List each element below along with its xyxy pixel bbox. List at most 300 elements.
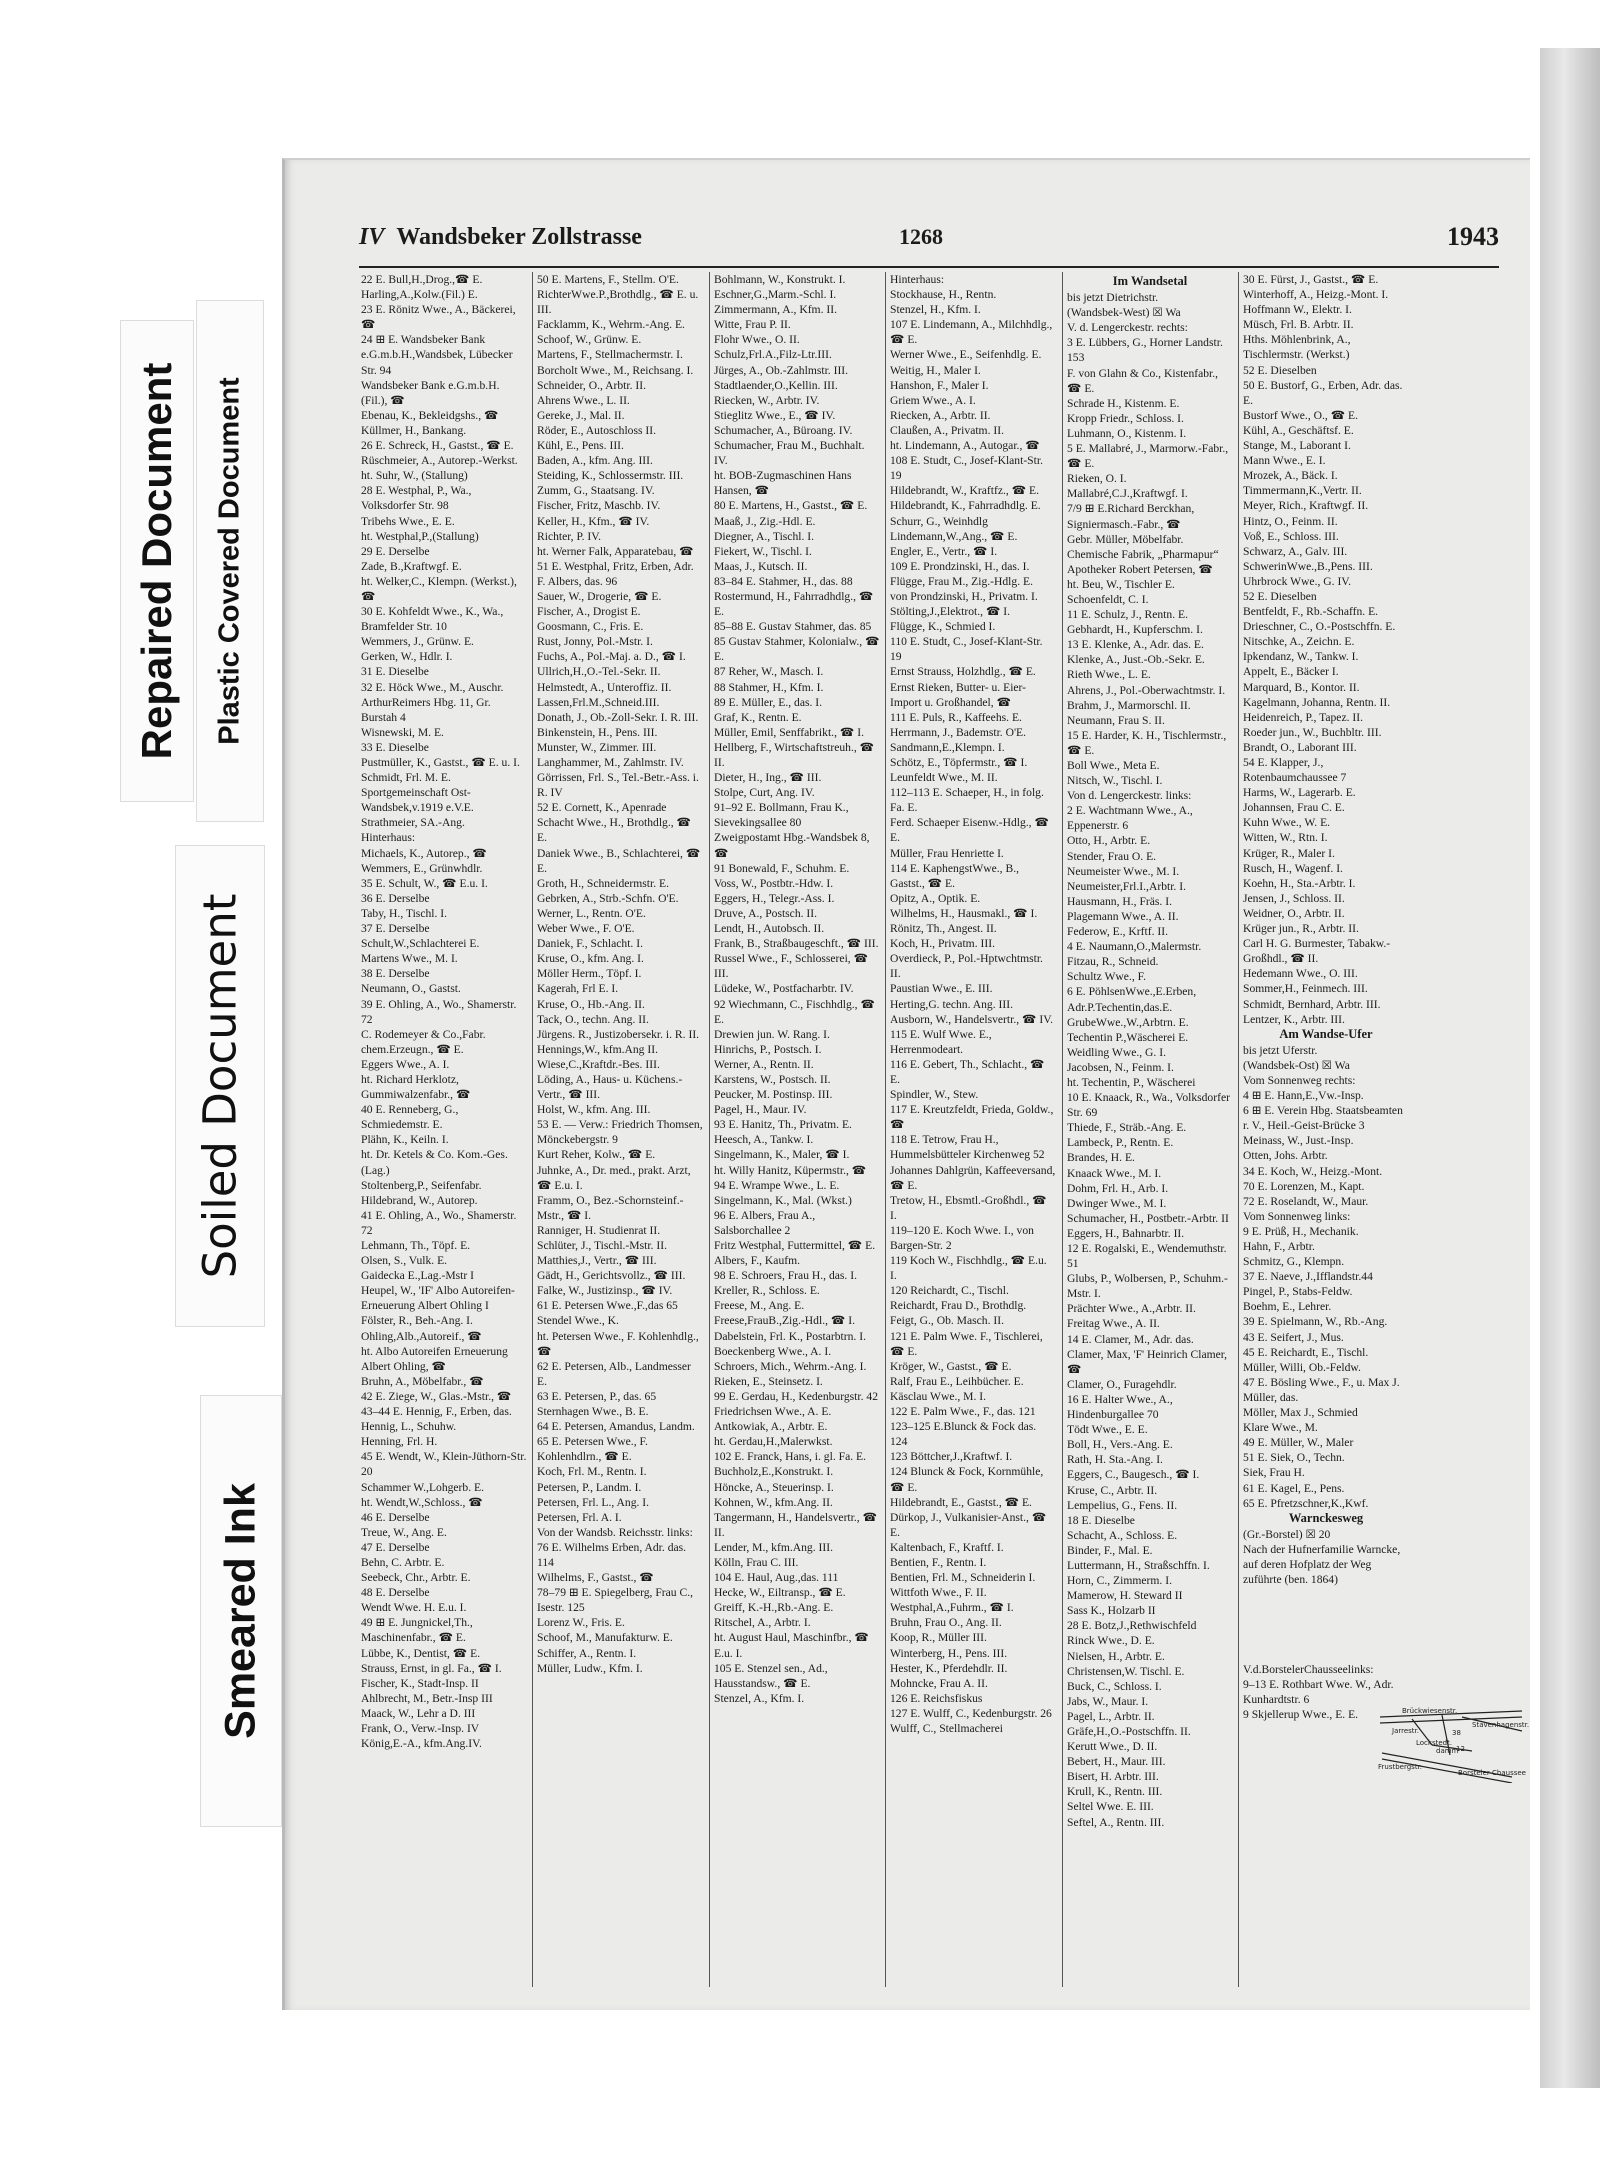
directory-entry: Heidenreich, P., Tapez. II. — [1243, 710, 1364, 724]
directory-entry: 108 E. Studt, C., Josef-Klant-Str. 19 — [890, 454, 1043, 483]
directory-entry: Uhrbrock Wwe., G. IV. — [1243, 574, 1352, 588]
directory-entry: 5 E. Mallabré, J., Marmorw.-Fabr., ☎ E. — [1067, 442, 1229, 471]
directory-entry: Reichardt, Frau D., Brothdlg. — [890, 1299, 1027, 1313]
directory-entry: Winterberg, H., Pens. III. — [890, 1646, 1008, 1660]
directory-entry: Mrozek, A., Bäck. I. — [1243, 469, 1338, 483]
directory-entry: 23 E. Rönitz Wwe., A., Bäckerei, ☎ — [361, 303, 516, 332]
directory-entry: Bentfeldt, F., Rb.-Schaffn. E. — [1243, 605, 1379, 619]
directory-entry: Dieter, H., Ing., ☎ III. — [714, 771, 822, 785]
directory-entry: ht. Techentin, P., Wäscherei — [1067, 1075, 1196, 1089]
directory-entry: Albers, F., Kaufm. — [714, 1254, 801, 1268]
directory-entry: Ahrens, J., Pol.-Oberwachtmstr. I. — [1067, 683, 1226, 697]
directory-entry: Wittfoth Wwe., F. II. — [890, 1586, 987, 1600]
directory-entry: SchwerinWwe.,B.,Pens. III. — [1243, 559, 1373, 573]
directory-entry: Boeckenberg Wwe., A. I. — [714, 1344, 832, 1358]
directory-entry: Frank, O., Verw.-Insp. IV — [361, 1722, 480, 1735]
directory-entry: Meyer, Rich., Kraftwgf. II. — [1243, 499, 1369, 513]
directory-entry: Glubs, P., Wolbersen, P., Schuhm.-Mstr. I. — [1067, 1272, 1228, 1301]
map-street-4: Lockstedt. — [1416, 1739, 1453, 1747]
directory-entry: 110 E. Studt, C., Josef-Klant-Str. 19 — [890, 635, 1043, 664]
directory-entry: Heesch, A., Tankw. I. — [714, 1133, 814, 1147]
directory-entry: Hinterhaus: — [890, 273, 945, 286]
directory-entry: 22 E. Bull,H.,Drog.,☎ E. — [361, 273, 483, 286]
directory-entry: Ausborn, W., Handelsvertr., ☎ IV. — [890, 1012, 1054, 1026]
directory-entry: 50 E. Bustorf, G., Erben, Adr. das. E. — [1243, 378, 1403, 407]
directory-entry: Neumeister Wwe., M. I. — [1067, 864, 1180, 878]
directory-entry: Sauer, W., Drogerie, ☎ E. — [537, 589, 662, 603]
directory-entry: Martens Wwe., M. I. — [361, 952, 458, 966]
directory-entry: Bentien, F., Rentn. I. — [890, 1555, 987, 1569]
directory-entry: 24 ⊞ E. Wandsbeker Bank e.G.m.b.H.,Wandsbek, Lübecker Str. 94 — [361, 333, 513, 377]
directory-entry: Schoenfeldt, C. I. — [1067, 592, 1149, 606]
directory-entry: Bebert, H., Maur. III. — [1067, 1755, 1166, 1769]
map-number-2: 12 — [1456, 1745, 1465, 1753]
directory-entry: Tack, O., techn. Ang. II. — [537, 1012, 649, 1026]
directory-entry: Olsen, S., Vulk. E. — [361, 1254, 448, 1268]
directory-entry: Nach der Hufnerfamilie Warncke, auf deren Hofplatz der Weg zuführte (ben. 1864) — [1243, 1542, 1401, 1587]
directory-entry: Schmidt, Bernhard, Arbtr. III. — [1243, 997, 1381, 1011]
directory-entry — [1241, 1647, 1409, 1662]
directory-entry: 85 Gustav Stahmer, Kolonialw., ☎ E. — [714, 635, 880, 664]
map-street-2: Stavenhagenstr. — [1472, 1721, 1530, 1729]
directory-entry: Taby, H., Tischl. I. — [361, 906, 448, 920]
directory-entry: ht. Petersen Wwe., F. Kohlenhdlg., ☎ — [537, 1329, 699, 1358]
directory-entry: Harling,A.,Kolw.(Fil.) E. — [361, 288, 478, 302]
directory-entry: Vom Sonnenweg rechts: — [1243, 1073, 1356, 1087]
directory-entry: Ahrens Wwe., L. II. — [537, 393, 630, 407]
directory-entry: Techentin P.,Wäscherei E. — [1067, 1030, 1189, 1044]
directory-entry: Sportgemeinschaft Ost-Wandsbek,v.1919 e.V.E. — [361, 786, 474, 815]
directory-entry: 43 E. Seifert, J., Mus. — [1243, 1330, 1344, 1344]
directory-entry: Westphal,A.,Fuhrm., ☎ I. — [890, 1601, 1014, 1615]
directory-entry: 65 E. Pfretzschner,K.,Kwf. — [1243, 1496, 1369, 1510]
directory-entry: Heupel, W., 'IF' Albo Autoreifen-Erneuerung Albert Ohling I — [361, 1284, 515, 1313]
directory-entry: Schötz, E., Töpfermstr., ☎ I. — [890, 756, 1028, 769]
directory-entry: Stadtlaender,O.,Kellin. III. — [714, 378, 838, 392]
directory-entry: 12 E. Rogalski, E., Wendemuthstr. 51 — [1067, 1242, 1227, 1271]
directory-entry: 126 E. Reichsfiskus — [890, 1691, 983, 1705]
directory-entry: Kölln, Frau C. III. — [714, 1555, 799, 1569]
directory-entry: Müsch, Frl. B. Arbtr. II. — [1243, 318, 1354, 332]
directory-entry: Rust, Jonny, Pol.-Mstr. I. — [537, 635, 653, 649]
directory-entry: 28 E. Westphal, P., Wa., Volksdorfer Str. 98 — [361, 484, 472, 513]
district-number: IV — [359, 224, 385, 250]
directory-entry: Daniek, F., Schlacht. I. — [537, 937, 643, 951]
directory-entry: Clamer, Max, 'F' Heinrich Clamer, ☎ — [1067, 1347, 1228, 1376]
directory-entry: Daniek Wwe., B., Schlachterei, ☎ E. — [537, 846, 701, 875]
street-map-sketch — [1372, 1705, 1532, 1783]
directory-entry: Kagelmann, Johanna, Rentn. II. — [1243, 695, 1391, 709]
directory-entry: Rieken, O. I. — [1067, 472, 1127, 486]
directory-entry: Johannes Dahlgrün, Kaffeeversand, ☎ E. — [890, 1163, 1056, 1192]
directory-entry: Voß, E., Schloss. III. — [1243, 529, 1339, 543]
directory-entry: 45 E. Wendt, W., Klein-Jüthorn-Str. 20 — [361, 1450, 527, 1479]
directory-entry: Pagel, H., Maur. IV. — [714, 1103, 807, 1117]
directory-entry: 61 E. Kagel, E., Pens. — [1243, 1481, 1345, 1495]
directory-entry: Wendt Wwe. H. E.u. I. — [361, 1601, 467, 1615]
directory-entry: Flohr Wwe., O. II. — [714, 333, 800, 347]
column-2 — [535, 272, 703, 1987]
directory-entry: 80 E. Martens, H., Gastst., ☎ E. — [714, 499, 868, 513]
label-card-repaired — [120, 320, 194, 802]
directory-entry: Thiede, F., Sträb.-Ang. E. — [1067, 1121, 1187, 1135]
directory-entry: Roeder jun., W., Buchbltr. III. — [1243, 725, 1382, 739]
directory-entry: Spindler, W., Stew. — [890, 1088, 979, 1102]
directory-entry: Werner, A., Rentn. II. — [714, 1057, 814, 1071]
directory-entry: Flügge, K., Schmied I. — [890, 620, 996, 634]
directory-entry: Bruhn, Frau O., Ang. II. — [890, 1616, 1002, 1630]
directory-entry: Rönitz, Th., Angest. II. — [890, 922, 997, 936]
directory-entry: Facklamm, K., Wehrm.-Ang. E. — [537, 318, 685, 332]
directory-entry: 49 E. Müller, W., Maler — [1243, 1436, 1354, 1450]
directory-entry: 37 E. Naeve, J.,Ifflandstr.44 — [1243, 1270, 1373, 1284]
directory-entry: Kruse, C., Arbtr. II. — [1067, 1483, 1158, 1497]
directory-entry: Schmitz, G., Klempn. — [1243, 1255, 1345, 1269]
directory-entry: Eggers, C., Baugesch., ☎ I. — [1067, 1468, 1200, 1482]
directory-entry — [1241, 1587, 1409, 1602]
directory-entry: Hausmann, H., Fräs. I. — [1067, 894, 1172, 908]
directory-entry: 13 E. Klenke, A., Adr. das. E. — [1067, 638, 1204, 652]
directory-entry: Gädt, H., Gerichtsvollz., ☎ III. — [537, 1269, 686, 1283]
directory-entry: 104 E. Haul, Aug.,das. 111 — [714, 1571, 839, 1585]
bottom-margin — [0, 2088, 1600, 2177]
directory-entry: Singelmann, K., Maler, ☎ I. — [714, 1148, 850, 1162]
directory-entry: Rusch, H., Wagenf. I. — [1243, 861, 1343, 875]
directory-entry: Michaels, K., Autorep., ☎ — [361, 846, 487, 860]
directory-entry: Möller, Max J., Schmied — [1243, 1406, 1358, 1420]
directory-entry: Rostermund, H., Fahrradhdlg., ☎ E. — [714, 589, 874, 619]
directory-entry: Weidling Wwe., G. I. — [1067, 1045, 1166, 1059]
directory-entry: Munster, W., Zimmer. III. — [537, 740, 657, 754]
directory-entry: Jacobsen, N., Feinm. I. — [1067, 1060, 1174, 1074]
directory-entry: Fischer, K., Stadt-Insp. II — [361, 1676, 479, 1690]
directory-entry: Fuchs, A., Pol.-Maj. a. D., ☎ I. — [537, 650, 686, 664]
directory-entry: ht. August Haul, Maschinfbr., ☎ E.u. I. — [714, 1631, 869, 1660]
page-number: 1268 — [899, 224, 943, 249]
directory-entry: Horn, C., Zimmerm. I. — [1067, 1574, 1172, 1588]
directory-entry: C. Rodemeyer & Co.,Fabr. chem.Erzeugn., ☎ E. — [361, 1027, 486, 1056]
directory-entry: Schacht, A., Schloss. E. — [1067, 1528, 1178, 1542]
directory-entry: Sternhagen Wwe., B. E. — [537, 1405, 649, 1419]
directory-entry: Pingel, P., Stabs-Feldw. — [1243, 1285, 1353, 1299]
directory-entry: Russel Wwe., F., Schlosserei, ☎ III. — [714, 952, 869, 981]
directory-entry: Jensen, J., Schloss. II. — [1243, 891, 1345, 905]
directory-page — [282, 158, 1530, 2010]
directory-entry: Juhnke, A., Dr. med., prakt. Arzt, ☎ E.u. I. — [537, 1163, 691, 1192]
directory-entry: Chemische Fabrik, „Pharmapur“ Apotheker Robert Petersen, ☎ — [1067, 547, 1219, 576]
directory-entry: Ullrich,H.,O.-Tel.-Sekr. II. — [537, 665, 661, 679]
directory-entry: Lübbe, K., Dentist, ☎ E. — [361, 1646, 481, 1660]
directory-entry: bis jetzt Dietrichstr. — [1067, 291, 1159, 305]
directory-entry: Kropp Friedr., Schloss. I. — [1067, 411, 1184, 425]
directory-entry: Strauss, Ernst, in gl. Fa., ☎ I. — [361, 1661, 502, 1675]
directory-entry: Stange, M., Laborant I. — [1243, 439, 1351, 453]
directory-entry: Lentzer, K., Arbtr. III. — [1243, 1012, 1345, 1026]
directory-entry: 107 E. Lindemann, A., Milchhdlg., ☎ E. — [890, 318, 1053, 347]
directory-entry: Weber Wwe., F. O'E. — [537, 922, 635, 936]
directory-entry: Langhammer, M., Zahlmstr. IV. — [537, 756, 684, 769]
directory-entry: Bohlmann, W., Konstrukt. I. — [714, 273, 846, 286]
directory-entry: Sass K., Holzarb II — [1067, 1604, 1156, 1618]
directory-entry: Käsclau Wwe., M. I. — [890, 1389, 987, 1403]
directory-entry: Wilhelms, F., Gastst., ☎ — [537, 1571, 654, 1585]
directory-entry: Freitag Wwe., A. II. — [1067, 1317, 1160, 1331]
directory-entry: Overdieck, P., Pol.-Hptwchtmstr. II. — [890, 952, 1043, 981]
directory-entry: Matthies,J., Vertr., ☎ III. — [537, 1254, 657, 1268]
directory-entry: 9 E. Prüß, H., Mechanik. — [1243, 1224, 1359, 1238]
directory-entry: Vom Sonnenweg links: — [1243, 1209, 1351, 1223]
directory-entry: Kröger, W., Gastst., ☎ E. — [890, 1359, 1012, 1373]
directory-entry: 9 Skjellerup Wwe., E. E. — [1243, 1708, 1359, 1722]
directory-entry: 6 E. PöhlsenWwe.,E.Erben, Adr.P.Techentin,das.E. — [1067, 985, 1197, 1014]
directory-entry: Drieschner, C., O.-Postschffn. E. — [1243, 620, 1396, 634]
directory-entry: Müller, Emil, Senffabrikt., ☎ I. — [714, 725, 864, 739]
directory-entry: 7/9 ⊞ E.Richard Berckhan, Signiermasch.-Fabr., ☎ — [1067, 502, 1195, 531]
directory-entry: Plagemann Wwe., A. II. — [1067, 909, 1179, 923]
directory-entry: Appelt, E., Bäcker I. — [1243, 665, 1339, 679]
directory-entry: Gräfe,H.,O.-Postschffn. II. — [1067, 1725, 1191, 1738]
directory-entry: 114 E. KaphengstWwe., B., Gastst., ☎ E. — [890, 861, 1020, 890]
directory-entry: Neumeister,Frl.I.,Arbtr. I. — [1067, 879, 1186, 893]
directory-entry: Antkowiak, A., Arbtr. E. — [714, 1420, 828, 1434]
directory-entry: Stoltenberg,P., Seifenfabr. — [361, 1178, 482, 1192]
directory-entry: 120 Reichardt, C., Tischl. — [890, 1284, 1009, 1298]
directory-entry: Hildebrandt, W., Kraftfz., ☎ E. — [890, 484, 1040, 498]
directory-entry: Koch, Frl. M., Rentn. I. — [537, 1465, 647, 1479]
directory-entry: Wemmers, J., Grünw. E. — [361, 635, 474, 649]
directory-entry: Nitsch, W., Tischl. I. — [1067, 774, 1163, 788]
directory-entry: Gerken, W., Hdlr. I. — [361, 650, 453, 664]
directory-entry: Lehmann, Th., Töpf. E. — [361, 1239, 471, 1252]
directory-entry: ht. Werner Falk, Apparatebau, ☎ — [537, 544, 694, 558]
directory-entry: Sandmann,E.,Klempn. I. — [890, 740, 1005, 754]
directory-entry: 123 Böttcher,J.,Kraftwf. I. — [890, 1450, 1013, 1464]
directory-entry: Ipkendanz, W., Tankw. I. — [1243, 650, 1359, 664]
directory-entry: Christensen,W. Tischl. E. — [1067, 1664, 1185, 1678]
directory-entry: ht. Westphal,P.,(Stallung) — [361, 529, 479, 543]
directory-entry: 119 Koch W., Fischhdlg., ☎ E.u. I. — [890, 1254, 1047, 1283]
directory-entry: 42 E. Ziege, W., Glas.-Mstr., ☎ — [361, 1389, 512, 1403]
directory-entry: 30 E. Fürst, J., Gastst., ☎ E. — [1243, 273, 1379, 286]
directory-entry: 29 E. Derselbe — [361, 544, 430, 558]
directory-entry: 26 E. Schreck, H., Gastst., ☎ E. — [361, 439, 514, 453]
directory-entry: Gebhardt, H., Kupferschm. I. — [1067, 623, 1203, 637]
directory-entry: Petersen, Frl. A. I. — [537, 1510, 622, 1524]
directory-entry: Otto, H., Arbtr. E. — [1067, 834, 1151, 848]
directory-entry: Federow, E., Krftf. II. — [1067, 925, 1168, 939]
directory-entry: ht. Dr. Ketels & Co. Kom.-Ges. (Lag.) — [361, 1148, 508, 1177]
directory-entry: Werner Wwe., E., Seifenhdlg. E. — [890, 348, 1042, 362]
directory-entry: Schumacher, A., Büroang. IV. — [714, 423, 853, 437]
directory-entry: Lambeck, P., Rentn. E. — [1067, 1136, 1174, 1150]
directory-entry: Rath, H. Sta.-Ang. I. — [1067, 1453, 1163, 1467]
directory-entry: Bruhn, A., Möbelfabr., ☎ — [361, 1374, 484, 1388]
directory-entry: 78–79 ⊞ E. Spiegelberg, Frau C., Isestr. 125 — [537, 1586, 694, 1615]
directory-entry: Wisnewski, M. E. — [361, 725, 444, 739]
directory-entry: Seebeck, Chr., Arbtr. E. — [361, 1571, 471, 1585]
directory-entry: Hedemann Wwe., O. III. — [1243, 967, 1358, 981]
directory-entry: Gaidecka E.,Lag.-Mstr I — [361, 1269, 474, 1283]
directory-entry: 98 E. Schroers, Frau H., das. I. — [714, 1269, 857, 1283]
directory-entry: 85–88 E. Gustav Stahmer, das. 85 — [714, 620, 872, 634]
directory-entry: Feigt, G., Ob. Masch. II. — [890, 1314, 1004, 1328]
directory-entry: Greiff, K.-H.,Rb.-Ang. E. — [714, 1601, 834, 1615]
directory-entry: 37 E. Derselbe — [361, 922, 430, 936]
label-soiled: Soiled Document — [193, 893, 247, 1279]
directory-entry: Klenke, A., Just.-Ob.-Sekr. E. — [1067, 653, 1205, 667]
directory-entry: 72 E. Roselandt, W., Maur. — [1243, 1194, 1369, 1208]
directory-entry: Luhmann, O., Kistenm. I. — [1067, 426, 1187, 440]
column-divider — [532, 272, 533, 1987]
directory-entry: Löding, A., Haus- u. Küchens.-Vertr., ☎ III. — [537, 1072, 683, 1102]
directory-entry: Rüschmeier, A., Autorep.-Werkst. — [361, 454, 518, 468]
directory-entry: Kohnen, W., kfm.Ang. II. — [714, 1495, 833, 1509]
directory-entry: Falke, W., Justizinsp., ☎ IV. — [537, 1284, 673, 1298]
directory-entry: Ahlbrecht, M., Betr.-Insp III — [361, 1691, 493, 1705]
directory-entry: Koch, H., Privatm. III. — [890, 937, 995, 951]
label-card-plastic — [196, 300, 264, 822]
directory-entry: Lendt, H., Autobsch. II. — [714, 922, 825, 936]
directory-entry: Ranniger, H. Studienrat II. — [537, 1223, 661, 1237]
directory-entry: 4 E. Naumann,O.,Malermstr. — [1067, 940, 1202, 954]
directory-entry: Dürkop, J., Vulkanisier-Anst., ☎ E. — [890, 1510, 1047, 1539]
directory-entry: Weitig, H., Maler I. — [890, 363, 981, 377]
directory-entry: Röder, E., Autoschloss II. — [537, 423, 657, 437]
directory-entry: Schmidt, Frl. M. E. — [361, 771, 451, 785]
directory-entry: 115 E. Wulf Wwe. E., Herrenmodeart. — [890, 1027, 992, 1056]
directory-entry: 119–120 E. Koch Wwe. I., von Bargen-Str. 2 — [890, 1223, 1034, 1252]
directory-entry: GrubeWwe.,W.,Arbtrn. E. — [1067, 1015, 1189, 1029]
directory-entry: Neumann, O., Gastst. — [361, 982, 461, 996]
directory-entry: 118 E. Tetrow, Frau H., Hummelsbütteler Kirchenweg 52 — [890, 1133, 1045, 1162]
directory-entry: Brandt, O., Laborant III. — [1243, 740, 1357, 754]
directory-entry: 38 E. Derselbe — [361, 967, 430, 981]
column-1 — [359, 272, 527, 1987]
directory-entry: Otten, Johs. Arbtr. — [1243, 1149, 1328, 1163]
directory-entry: Wemmers, E., Grünwhdlr. — [361, 861, 483, 875]
directory-entry: Eggers, H., Bahnarbtr. II. — [1067, 1226, 1185, 1240]
map-street-3: Jarrestr. — [1392, 1727, 1419, 1735]
directory-entry: Mann Wwe., E. I. — [1243, 454, 1326, 468]
directory-entry: Clamer, O., Furagehdlr. — [1067, 1377, 1177, 1391]
directory-entry: 83–84 E. Stahmer, H., das. 88 — [714, 574, 853, 588]
directory-entry: Kruse, O., Hb.-Ang. II. — [537, 997, 645, 1011]
directory-entry: Schoof, M., Manufakturw. E. — [537, 1631, 673, 1645]
directory-entry: 91–92 E. Bollmann, Frau K., Sievekingsallee 80 — [714, 801, 849, 830]
directory-entry: 63 E. Petersen, P., das. 65 — [537, 1389, 657, 1403]
directory-entry: Ralf, Frau E., Leihbücher. E. — [890, 1374, 1024, 1388]
directory-entry: 46 E. Derselbe — [361, 1510, 430, 1524]
directory-entry: Hildebrandt, E., Gastst., ☎ E. — [890, 1495, 1032, 1509]
directory-entry: Witte, Frau P. II. — [714, 318, 791, 332]
directory-entry: ht. Welker,C., Klempn. (Werkst.), ☎ — [361, 574, 517, 603]
directory-entry: Maas, J., Kutsch. II. — [714, 559, 808, 573]
directory-entry: Stenzel, H., Kfm. I. — [890, 303, 981, 317]
directory-entry: 15 E. Harder, K. H., Tischlermstr., ☎ E. — [1067, 728, 1227, 757]
directory-entry: Fiekert, W., Tischl. I. — [714, 544, 812, 558]
directory-entry: Lüdeke, W., Postfacharbtr. IV. — [714, 982, 854, 996]
directory-entry: 43–44 E. Hennig, F., Erben, das. — [361, 1405, 512, 1419]
directory-entry: 28 E. Botz,J.,Rethwischfeld — [1067, 1619, 1197, 1633]
directory-entry: Claußen, A., Privatm. II. — [890, 423, 1004, 437]
directory-entry: Schroers, Mich., Wehrm.-Ang. I. — [714, 1359, 867, 1373]
directory-entry: 61 E. Petersen Wwe.,F.,das 65 — [537, 1299, 678, 1313]
directory-entry: F. von Glahn & Co., Kistenfabr., ☎ E. — [1067, 366, 1219, 395]
directory-entry: Jabs, W., Maur. I. — [1067, 1694, 1149, 1708]
directory-entry: Keller, H., Kfm., ☎ IV. — [537, 514, 650, 528]
directory-entry: Wiese,C.,Kraftdr.-Bes. III. — [537, 1057, 660, 1071]
directory-entry: ht. Suhr, W., (Stallung) — [361, 469, 468, 483]
directory-entry: Kruse, O., kfm. Ang. I. — [537, 952, 644, 966]
directory-entry: Tödt Wwe., E. E. — [1067, 1423, 1148, 1437]
directory-entry: 54 E. Klapper, J., Rotenbaumchaussee 7 — [1243, 756, 1347, 785]
directory-entry: 88 Stahmer, H., Kfm. I. — [714, 680, 824, 694]
directory-entry: Holst, W., kfm. Ang. III. — [537, 1103, 651, 1117]
directory-entry: Paustian Wwe., E. III. — [890, 982, 993, 996]
directory-entry: Jürgens. R., Justizobersekr. i. R. II. — [537, 1027, 700, 1041]
column-3 — [712, 272, 880, 1987]
directory-entry: Behn, C. Arbtr. E. — [361, 1555, 445, 1569]
directory-entry: Drewien jun. W. Rang. I. — [714, 1027, 830, 1041]
directory-entry: Krüger, R., Maler I. — [1243, 846, 1335, 860]
directory-entry: 89 E. Müller, E., das. I. — [714, 695, 823, 709]
directory-entry: Von d. Lengerckestr. links: — [1067, 789, 1192, 803]
directory-entry: 48 E. Derselbe — [361, 1586, 430, 1600]
directory-entry: Wilhelms, H., Hausmakl., ☎ I. — [890, 906, 1038, 920]
directory-entry: Hennings,W., kfm.Ang II. — [537, 1042, 658, 1056]
label-card-soiled — [175, 845, 265, 1327]
directory-entry: V. d. Lengerckestr. rechts: — [1067, 321, 1188, 335]
directory-entry: Donath, J., Ob.-Zoll-Sekr. I. R. III. — [537, 710, 699, 724]
directory-entry: Rieth Wwe., L. E. — [1067, 668, 1151, 682]
directory-entry: Prächter Wwe., A.,Arbtr. II. — [1067, 1302, 1196, 1316]
directory-entry — [1241, 1632, 1409, 1647]
directory-entry: Gebr. Müller, Möbelfabr. — [1067, 532, 1184, 546]
column-5 — [1065, 272, 1233, 1987]
directory-entry: Hths. Möhlenbrink, A., Tischlermstr. (Werkst.) — [1243, 333, 1351, 362]
directory-entry: 52 E. Dieselben — [1243, 589, 1317, 603]
directory-entry: Dabelstein, Frl. K., Postarbtrn. I. — [714, 1329, 866, 1343]
directory-entry: RichterWwe.P.,Brothdlg., ☎ E. u. III. — [537, 288, 699, 317]
map-street-5: damm — [1436, 1747, 1459, 1755]
directory-entry: Kaltenbach, F., Kraftf. I. — [890, 1540, 1004, 1554]
directory-entry: 65 E. Petersen Wwe., F. Kohlenhdlrn., ☎ E. — [537, 1435, 648, 1464]
directory-entry: Zade, B.,Kraftwgf. E. — [361, 559, 462, 573]
directory-entry: Petersen, Frl. L., Ang. I. — [537, 1495, 650, 1509]
directory-entry: 93 E. Hanitz, Th., Privatm. E. — [714, 1118, 852, 1132]
directory-entry: Eschner,G.,Marm.-Schl. I. — [714, 288, 837, 302]
directory-entry: Zimmermann, A., Kfm. II. — [714, 303, 837, 317]
directory-entry: Voss, W., Postbtr.-Hdw. I. — [714, 876, 834, 890]
directory-entry: Seftel, A., Rentn. III. — [1067, 1815, 1165, 1829]
directory-entry: Ohling,Alb.,Autoreif., ☎ — [361, 1329, 482, 1343]
directory-entry: 51 E. Westphal, Fritz, Erben, Adr. F. Albers, das. 96 — [537, 559, 694, 588]
directory-entry: Schneider, O., Arbtr. II. — [537, 378, 647, 392]
directory-entry: Borcholt Wwe., M., Reichsang. I. — [537, 363, 694, 377]
directory-entry — [1241, 1617, 1409, 1632]
label-smeared: Smeared Ink — [216, 1483, 265, 1739]
directory-entry: Maaß, J., Zig.-Hdl. E. — [714, 514, 816, 528]
directory-entry: Mamerow, H. Steward II — [1067, 1589, 1183, 1603]
directory-entry: Schumacher, H., Postbetr.-Arbtr. II — [1067, 1211, 1229, 1225]
directory-entry: Knaack Wwe., M. I. — [1067, 1166, 1162, 1180]
directory-entry: ht. Beu, W., Tischler E. — [1067, 577, 1175, 591]
directory-entry: Herting,G. techn. Ang. III. — [890, 997, 1013, 1011]
directory-entry: Engler, E., Vertr., ☎ I. — [890, 544, 998, 558]
directory-entry: Schult,W.,Schlachterei E. — [361, 937, 480, 951]
directory-entry: Schacht Wwe., H., Brothdlg., ☎ E. — [537, 816, 691, 845]
directory-entry: Flügge, Frau M., Zig.-Hdlg. E. — [890, 574, 1033, 588]
